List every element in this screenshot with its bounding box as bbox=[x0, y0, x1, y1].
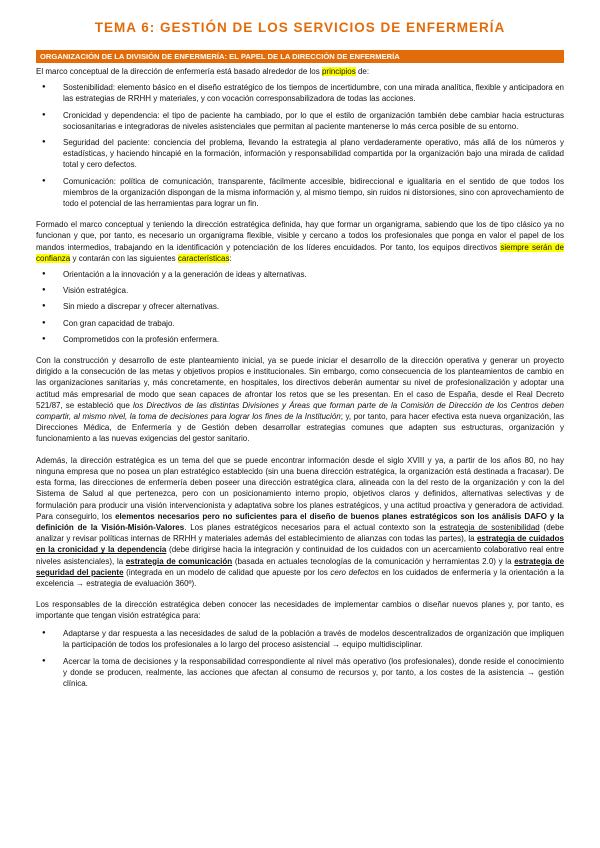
operative-direction-paragraph bbox=[36, 355, 564, 445]
text-run: (debe dirigirse hacia la integración y continuidad de los cuidados con un acercamiento colaborativo real entre niveles asistenciales), la bbox=[36, 545, 564, 566]
text-run: (integrada en un modelo de calidad que apueste por los bbox=[123, 567, 331, 577]
underline-sostenibilidad: estrategia de sostenibilidad bbox=[439, 522, 540, 532]
principle-text: conciencia del problema, llevando la estrategia al plano verdaderamente operativo, más allá de los números y estadísticas, y haciendo hincapié en la formación, información y responsabilidad compartida por la organización bajo una mirada de calidad total y cero defectos. bbox=[63, 138, 565, 170]
text-run: . Los planes estratégicos necesarios para el actual contexto son la bbox=[184, 522, 440, 532]
list-item: ● Sin miedo a discrepar y ofrecer alternativas. bbox=[36, 301, 564, 312]
intro-text: El marco conceptual de la dirección de enfermería está basado alrededor de los bbox=[36, 67, 322, 76]
principle-name: Seguridad del paciente: bbox=[63, 138, 150, 148]
list-item: ● Visión estratégica. bbox=[36, 285, 564, 296]
principle-text: el tipo de paciente ha cambiado, por lo que el estilo de organización también debe cambiar hacia estructuras sociosanitarias e integradoras de niveles asistenciales que permitan al paciente mantenerse lo más cerca posible de su entorno. bbox=[63, 110, 564, 131]
underline-comunicacion: estrategia de comunicación bbox=[125, 556, 233, 566]
highlight-confianza: siempre serán de confianza bbox=[36, 242, 564, 263]
principles-list bbox=[36, 82, 564, 209]
text-run: (debe analizar y revisar políticas internas de RRHH y materiales además del establecimiento de alianzas con todas las partes), la bbox=[36, 522, 565, 544]
text-run: Con la construcción y desarrollo de este planteamiento inicial, ya se puede iniciar el desarrollo de la dirección operativa y generar un proyecto dirigido a la consecución de las metas y objetivos propios e institucionales. Sin embargo, como consecuencia de los planteamientos de cambio en las organizaciones sanitarias y, más concretamente, en hospitales, los directivos deberán aumentar su nivel de profesionalización y adoptar una actitud más empresarial de modo que sean capaces de afrontar los retos que se les presentan. En el caso de España, desde el Real Decreto 521/87, se estableció que bbox=[36, 356, 564, 410]
text-run: : bbox=[229, 253, 232, 263]
highlight-caracteristicas: características bbox=[177, 253, 230, 263]
decree-quote: los Directivos de las distintas Divisiones y Áreas que forman parte de la Comisión de Dirección de los Centros deben compartir, al mismo nivel, la toma de decisiones para lograr los fines de la Institución bbox=[36, 400, 565, 422]
list-item bbox=[36, 82, 564, 104]
italic-cero-defectos: cero defectos bbox=[330, 567, 379, 577]
principle-name: Comunicación: bbox=[63, 176, 116, 186]
list-item: ● Acercar la toma de decisiones y la responsabilidad correspondiente al nivel más operativo (los profesionales), donde reside el conocimiento y donde se producen, realmente, las acciones que afectan al consumo de recursos y, por tanto, a los costes de la asistencia → gestión clínica. bbox=[36, 656, 564, 690]
text-run: ; y, por tanto, para hacer efectiva esta nueva organización, las Direcciones Médica, de Enfermería y de Gestión deben desarrollar estrategias comunes que adapten sus estructuras, organización y funcionamiento a las nuevas exigencias del gestor sanitario. bbox=[36, 412, 564, 444]
text-run: y contarán con las siguientes bbox=[70, 253, 178, 263]
list-item: ● Orientación a la innovación y a la generación de ideas y alternativas. bbox=[36, 269, 564, 280]
text-run: en los cuidados de enfermería y la orientación a la excelencia → estrategia de evaluación 360º). bbox=[36, 567, 564, 588]
highlight-principios: principios bbox=[321, 67, 356, 76]
page-title: TEMA 6: GESTIÓN DE LOS SERVICIOS DE ENFERMERÍA bbox=[94, 20, 506, 35]
responsibles-paragraph: Los responsables de la dirección estratégica deben conocer las necesidades de implementar cambios o diseñar nuevos planes y, por tanto, es importante que tengan visión estratégica para: bbox=[36, 600, 564, 621]
text-run: Además, la dirección estratégica es un tema del que se puede encontrar información desde el siglo XVIII y ya, a partir de los años 80, no hay ninguna empresa que no posea un plan estratégico establecido (sin una buena dirección estratégica, la organización está destinada a fracasar). De esta forma, las direcciones de enfermería deben poseer una dirección estratégica clara, alineada con la del resto de la organización y con la del Sistema de Salud al que pertenezca, pero con un posicionamiento interno propio, objetivos claros y definidos, alternativas selectivas y de formulación para producir una visión intervencionista y adaptativa sobre los planes estratégicos, y una actitud proactiva y generadora de actividad. Para conseguirlo, los bbox=[36, 455, 564, 521]
principle-name: Sostenibilidad: bbox=[63, 83, 116, 93]
text-run: Formado el marco conceptual y teniendo la dirección estratégica definida, hay que formar un organigrama, sabiendo que los de tipo clásico ya no funcionan y que, por tanto, es necesario un organigrama flexible, visible y cercano a todos los profesionales que ponga en valor el papel de los mandos intermedios, trabajando en la identificación y potenciación de los líderes encuidados. Por tanto, los equipos directivos bbox=[36, 220, 564, 252]
list-item: ● Con gran capacidad de trabajo. bbox=[36, 318, 564, 329]
characteristics-list bbox=[36, 269, 564, 345]
principle-text: elemento básico en el diseño estratégico de los tiempos de incertidumbre, con una mirada analítica, flexible y anticipadora en las estrategias de RRHH y materiales, y con vocación corresponsabilizadora de todas las acciones. bbox=[63, 83, 564, 104]
list-item: ● Comprometidos con la profesión enfermera. bbox=[36, 334, 564, 345]
underline-cronicidad: estrategia de cuidados en la cronicidad y la dependencia bbox=[36, 534, 564, 555]
list-item: ● Adaptarse y dar respuesta a las necesidades de salud de la población a través de modelos descentralizados de organización que impliquen la participación de todos los profesionales a lo largo del proceso asistencial → equipo multidisciplinar. bbox=[36, 628, 564, 650]
section-header: ORGANIZACIÓN DE LA DIVISIÓN DE ENFERMERÍA: EL PAPEL DE LA DIRECCIÓN DE ENFERMERÍA bbox=[36, 50, 564, 63]
needs-list bbox=[36, 628, 564, 690]
principle-name: Cronicidad y dependencia: bbox=[63, 110, 160, 120]
underline-seguridad: estrategia de seguridad del paciente bbox=[36, 556, 565, 577]
bold-elements: elementos necesarios pero no suficientes para el diseño de buenos planes estratégicos son los análisis DAFO y la definición de la Visión-Misión-Valores bbox=[36, 511, 564, 532]
intro-paragraph bbox=[36, 66, 564, 77]
text-run: (basada en actuales tecnologías de la comunicación y herramientas 2.0) y la bbox=[232, 556, 515, 566]
list-item bbox=[36, 176, 564, 210]
strategic-direction-paragraph bbox=[36, 455, 564, 589]
intro-text-end: de: bbox=[355, 67, 370, 76]
list-item bbox=[36, 137, 564, 171]
principle-text: política de comunicación, transparente, fácilmente accesible, bidireccional e igualitaria en el sentido de que todos los miembros de la organización dispongan de la misma información y, al mismo tiempo, sin ruidos ni distorsiones, sino con aprovechamiento de todo el potencial de las herramientas para lograr un fin. bbox=[63, 176, 564, 209]
organigram-paragraph bbox=[36, 219, 564, 264]
list-item bbox=[36, 110, 564, 132]
